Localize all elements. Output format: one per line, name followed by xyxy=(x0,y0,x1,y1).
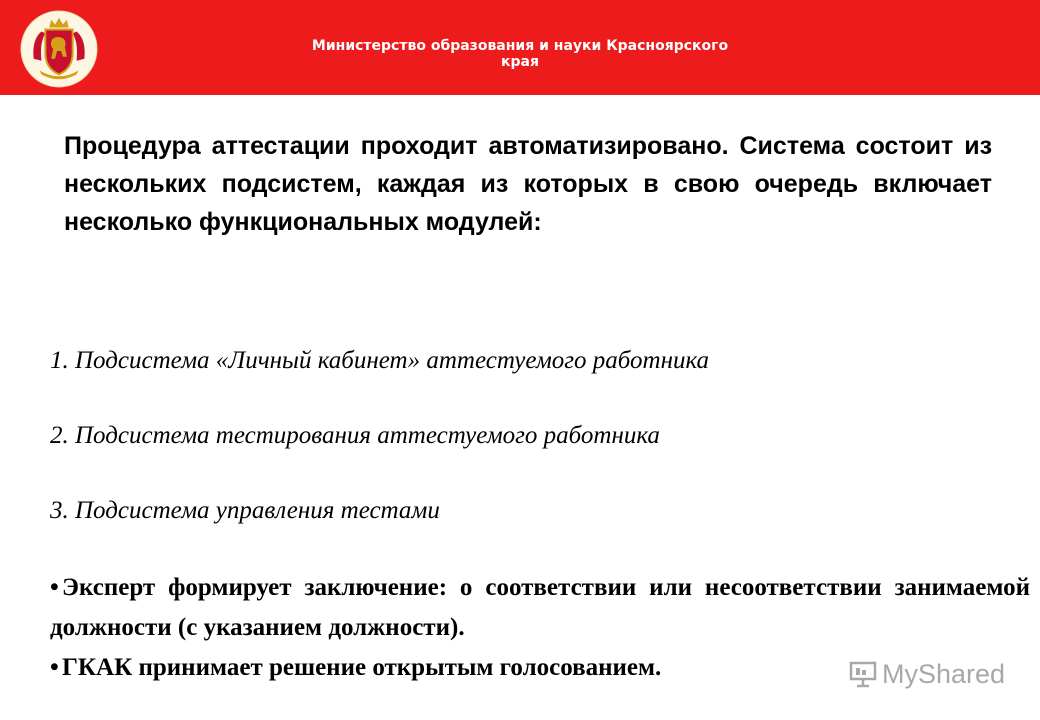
bullet-text: Эксперт формирует заключение: о соответствии или несоответствии занимаемой должности (с указанием должности). xyxy=(50,574,1030,641)
bullet-marker: • xyxy=(50,574,59,601)
ministry-title: Министерство образования и науки Красноярского края xyxy=(311,38,729,70)
header-bar xyxy=(0,0,1040,95)
presentation-screen-icon xyxy=(848,659,878,689)
subsystem-item: 1. Подсистема «Личный кабинет» аттестуемого работника xyxy=(50,347,710,374)
intro-paragraph: Процедура аттестации проходит автоматизировано. Система состоит из нескольких подсистем, каждая из которых в свою очередь включает несколько функциональных модулей: xyxy=(64,132,992,236)
subsystem-item: 2. Подсистема тестирования аттестуемого работника xyxy=(50,422,660,449)
bullet-item xyxy=(50,568,1030,648)
bullet-marker: • xyxy=(50,654,59,681)
watermark xyxy=(848,654,1008,694)
subsystem-list xyxy=(50,342,950,567)
krasnoyarsk-coat-of-arms-icon xyxy=(20,10,98,88)
subsystem-item: 3. Подсистема управления тестами xyxy=(50,497,440,524)
bullet-text: ГКАК принимает решение открытым голосованием. xyxy=(62,654,662,681)
watermark-text: MyShared xyxy=(882,658,1006,689)
